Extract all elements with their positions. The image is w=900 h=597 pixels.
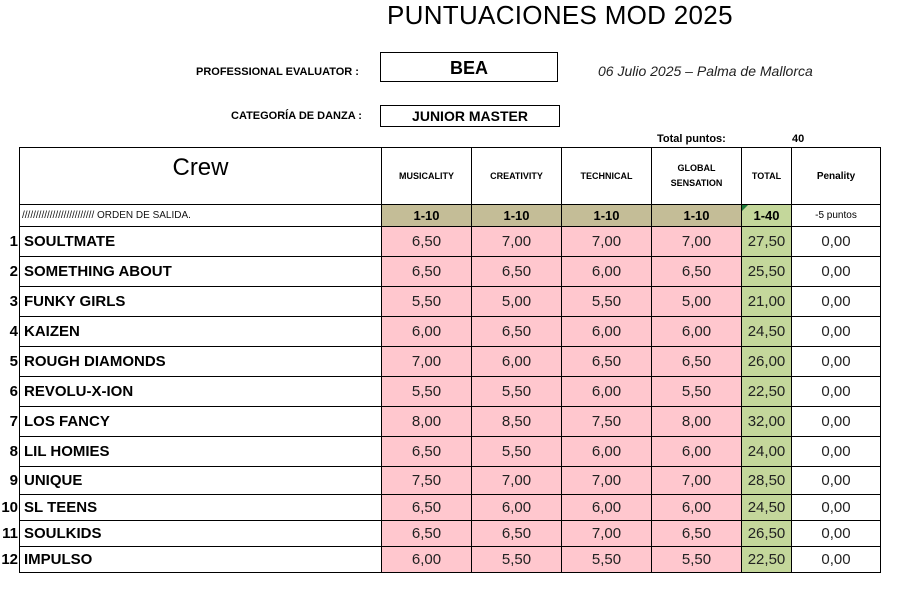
order-label: ////////////////////////// ORDEN DE SALIDA. (20, 205, 382, 227)
category-label: CATEGORÍA DE DANZA : (231, 110, 362, 122)
penality-score: 0,00 (792, 347, 881, 377)
row-number: 10 (1, 499, 18, 516)
creativity-score: 6,00 (472, 495, 562, 521)
global-sensation-score: 6,50 (652, 257, 742, 287)
crew-name: LOS FANCY (20, 407, 382, 437)
header-creativity: CREATIVITY (472, 148, 562, 205)
date-location: 06 Julio 2025 – Palma de Mallorca (598, 63, 813, 79)
header-crew: Crew (20, 148, 382, 205)
musicality-score: 7,00 (382, 347, 472, 377)
page-title: PUNTUACIONES MOD 2025 (387, 0, 733, 30)
musicality-score: 6,50 (382, 227, 472, 257)
technical-score: 6,00 (562, 317, 652, 347)
penality-score: 0,00 (792, 407, 881, 437)
total-score: 24,00 (742, 437, 792, 467)
creativity-score: 7,00 (472, 467, 562, 495)
row-number: 3 (9, 293, 18, 310)
range-total-text: 1-40 (753, 208, 780, 223)
crew-name: IMPULSO (20, 547, 382, 573)
creativity-score: 5,50 (472, 547, 562, 573)
range-musicality: 1-10 (382, 205, 472, 227)
creativity-score: 6,50 (472, 257, 562, 287)
total-score: 21,00 (742, 287, 792, 317)
penality-score: 0,00 (792, 317, 881, 347)
row-number: 4 (9, 323, 18, 340)
technical-score: 6,00 (562, 437, 652, 467)
crew-name: ROUGH DIAMONDS (20, 347, 382, 377)
technical-score: 7,50 (562, 407, 652, 437)
total-points-value: 40 (792, 133, 805, 145)
musicality-score: 6,00 (382, 317, 472, 347)
table-row (20, 317, 881, 347)
table-row (20, 407, 881, 437)
range-global-sensation: 1-10 (652, 205, 742, 227)
musicality-score: 5,50 (382, 287, 472, 317)
musicality-score: 6,00 (382, 547, 472, 573)
total-score: 22,50 (742, 377, 792, 407)
total-score: 24,50 (742, 317, 792, 347)
table-row (20, 495, 881, 521)
row-number: 7 (9, 413, 18, 430)
technical-score: 6,00 (562, 495, 652, 521)
comment-marker-icon (742, 205, 748, 211)
technical-score: 6,00 (562, 257, 652, 287)
musicality-score: 5,50 (382, 377, 472, 407)
penality-score: 0,00 (792, 521, 881, 547)
global-sensation-score: 6,00 (652, 495, 742, 521)
global-sensation-score: 5,50 (652, 547, 742, 573)
crew-name: REVOLU-X-ION (20, 377, 382, 407)
total-score: 26,50 (742, 521, 792, 547)
global-sensation-score: 7,00 (652, 467, 742, 495)
range-row (20, 205, 881, 227)
range-creativity: 1-10 (472, 205, 562, 227)
total-score: 27,50 (742, 227, 792, 257)
global-sensation-score: 7,00 (652, 227, 742, 257)
global-sensation-score: 6,00 (652, 317, 742, 347)
total-points-label: Total puntos: (657, 133, 726, 145)
header-penality: Penality (792, 148, 881, 205)
technical-score: 6,00 (562, 377, 652, 407)
table-row (20, 227, 881, 257)
table-row (20, 347, 881, 377)
row-number: 9 (9, 472, 18, 489)
technical-score: 5,50 (562, 287, 652, 317)
table-row (20, 437, 881, 467)
range-technical: 1-10 (562, 205, 652, 227)
crew-name: SOULKIDS (20, 521, 382, 547)
total-score: 26,00 (742, 347, 792, 377)
crew-name: SOULTMATE (20, 227, 382, 257)
row-number: 1 (9, 233, 18, 250)
crew-name: KAIZEN (20, 317, 382, 347)
crew-name: SL TEENS (20, 495, 382, 521)
global-sensation-score: 6,00 (652, 437, 742, 467)
total-score: 32,00 (742, 407, 792, 437)
row-number: 5 (9, 353, 18, 370)
penality-score: 0,00 (792, 547, 881, 573)
creativity-score: 5,00 (472, 287, 562, 317)
global-sensation-score: 5,50 (652, 377, 742, 407)
musicality-score: 8,00 (382, 407, 472, 437)
creativity-score: 8,50 (472, 407, 562, 437)
header-musicality: MUSICALITY (382, 148, 472, 205)
total-score: 25,50 (742, 257, 792, 287)
table-row (20, 547, 881, 573)
table-row (20, 467, 881, 495)
penality-score: 0,00 (792, 467, 881, 495)
total-score: 28,50 (742, 467, 792, 495)
global-sensation-score: 6,50 (652, 521, 742, 547)
technical-score: 6,50 (562, 347, 652, 377)
evaluator-label: PROFESSIONAL EVALUATOR : (196, 66, 359, 78)
global-sensation-score: 8,00 (652, 407, 742, 437)
category-value: JUNIOR MASTER (380, 105, 560, 127)
technical-score: 7,00 (562, 521, 652, 547)
penality-score: 0,00 (792, 495, 881, 521)
global-sensation-score: 6,50 (652, 347, 742, 377)
penality-score: 0,00 (792, 227, 881, 257)
row-number: 12 (1, 551, 18, 568)
musicality-score: 6,50 (382, 437, 472, 467)
creativity-score: 6,50 (472, 317, 562, 347)
table-row (20, 287, 881, 317)
row-number: 2 (9, 263, 18, 280)
crew-name: FUNKY GIRLS (20, 287, 382, 317)
header-technical: TECHNICAL (562, 148, 652, 205)
row-number: 11 (2, 525, 18, 542)
range-penality: -5 puntos (792, 205, 881, 227)
header-row (20, 148, 881, 205)
header-total: TOTAL (742, 148, 792, 205)
creativity-score: 5,50 (472, 377, 562, 407)
range-total (742, 205, 792, 227)
musicality-score: 6,50 (382, 521, 472, 547)
musicality-score: 6,50 (382, 257, 472, 287)
total-score: 24,50 (742, 495, 792, 521)
table-row (20, 521, 881, 547)
creativity-score: 6,00 (472, 347, 562, 377)
scores-table (19, 147, 881, 573)
header-global-sensation: GLOBAL SENSATION (652, 148, 742, 205)
row-number: 8 (9, 443, 18, 460)
creativity-score: 7,00 (472, 227, 562, 257)
penality-score: 0,00 (792, 287, 881, 317)
evaluator-value: BEA (380, 52, 558, 82)
table-body (20, 227, 881, 573)
musicality-score: 7,50 (382, 467, 472, 495)
row-number: 6 (9, 383, 18, 400)
technical-score: 7,00 (562, 467, 652, 495)
crew-name: UNIQUE (20, 467, 382, 495)
crew-name: SOMETHING ABOUT (20, 257, 382, 287)
penality-score: 0,00 (792, 377, 881, 407)
musicality-score: 6,50 (382, 495, 472, 521)
table-row (20, 377, 881, 407)
total-score: 22,50 (742, 547, 792, 573)
technical-score: 5,50 (562, 547, 652, 573)
penality-score: 0,00 (792, 437, 881, 467)
crew-name: LIL HOMIES (20, 437, 382, 467)
creativity-score: 5,50 (472, 437, 562, 467)
table-row (20, 257, 881, 287)
global-sensation-score: 5,00 (652, 287, 742, 317)
penality-score: 0,00 (792, 257, 881, 287)
creativity-score: 6,50 (472, 521, 562, 547)
technical-score: 7,00 (562, 227, 652, 257)
